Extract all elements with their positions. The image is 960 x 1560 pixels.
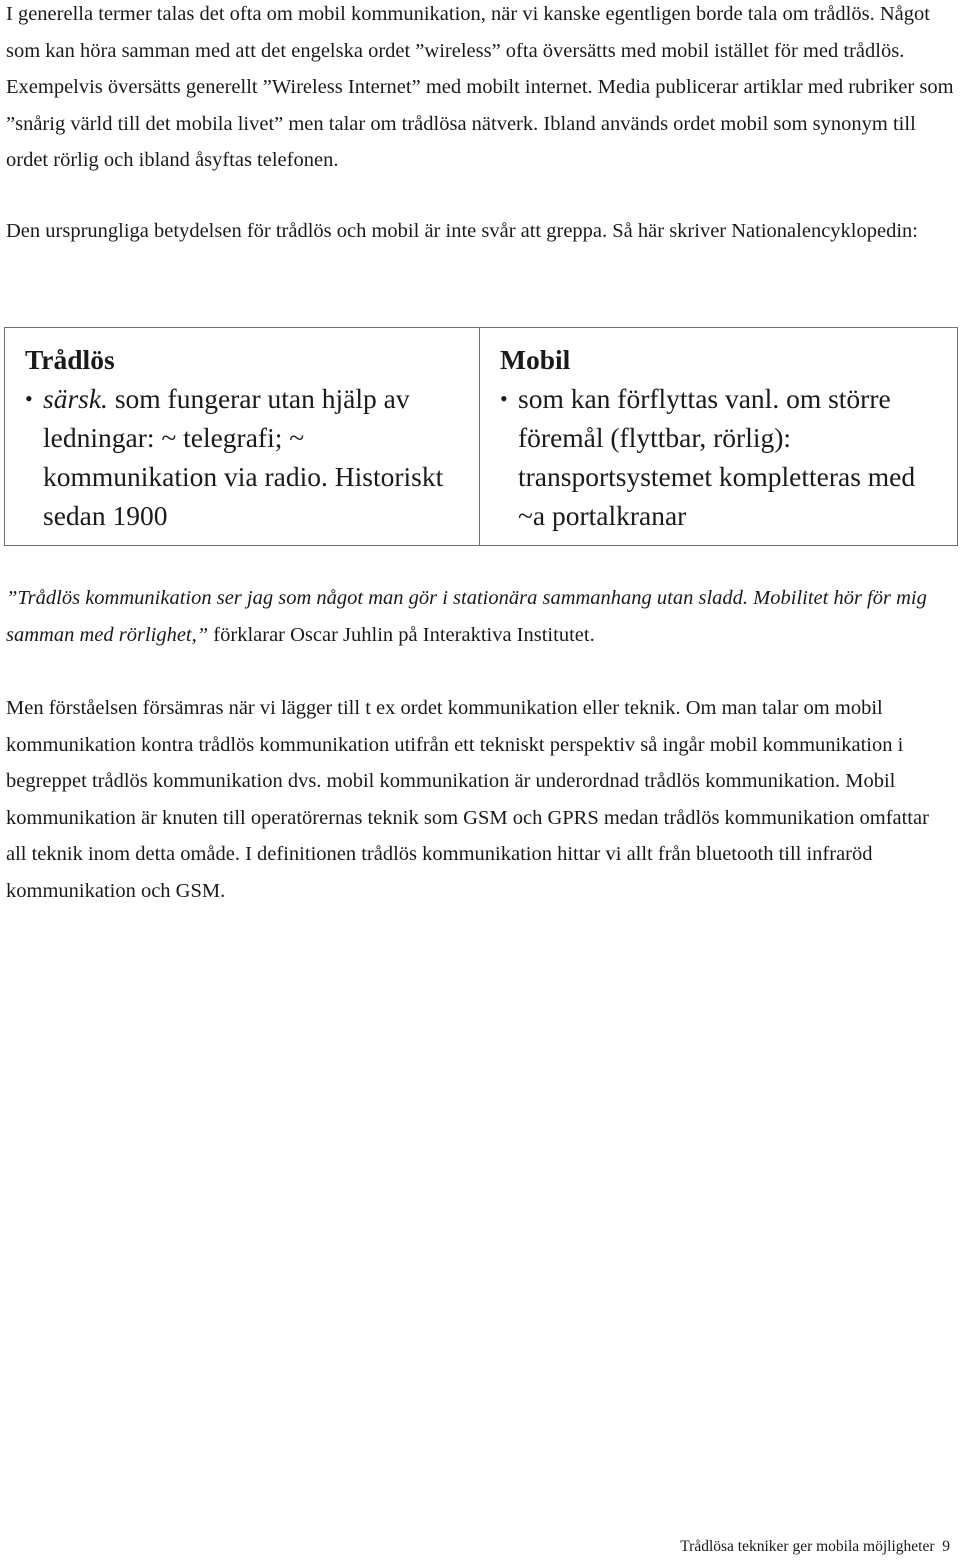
- definition-body-tradlos: [43, 379, 467, 535]
- page-number: 9: [942, 1538, 950, 1555]
- quote-attribution: förklarar Oscar Juhlin på Interaktiva Institutet.: [208, 623, 595, 646]
- definition-item-tradlos: [25, 379, 467, 535]
- definition-mobil: [480, 328, 957, 545]
- definition-tradlos: [5, 328, 480, 545]
- definition-text-tradlos: som fungerar utan hjälp av ledningar: ~ telegrafi; ~ kommunikation via radio. Historiskt sedan 1900: [43, 383, 444, 531]
- definition-heading-tradlos: Trådlös: [25, 344, 115, 375]
- definition-text-mobil: som kan förflyttas vanl. om större föremål (flyttbar, rörlig): transportsystemet kompletteras med ~a portalkranar: [518, 383, 916, 531]
- intro-paragraph: I generella termer talas det ofta om mobil kommunikation, när vi kanske egentligen borde tala om trådlös. Något som kan höra samman med att det engelska ordet ”wireless” ofta översätts med mobil istället för med trådlös. Exempelvis översätts generellt ”Wireless Internet” med mobilt internet. Media publicerar artiklar med rubriker som ”snårig värld till det mobila livet” men talar om trådlösa nätverk. Ibland används ordet mobil som synonym till ordet rörlig och ibland åsyftas telefonen.: [6, 3, 954, 172]
- bullet-icon: •: [500, 386, 508, 411]
- body-paragraph: Men förståelsen försämras när vi lägger till t ex ordet kommunikation eller teknik. Om man talar om mobil kommunikation kontra trådlös kommunikation utifrån ett tekniskt perspektiv så ingår mobil kommunikation i begreppet trådlös kommunikation dvs. mobil kommunikation är underordnad trådlös kommunikation. Mobil kommunikation är knuten till operatörernas teknik som GSM och GPRS medan trådlös kommunikation omfattar all teknik inom detta omåde. I definitionen trådlös kommunikation hittar vi allt från bluetooth till infraröd kommunikation och GSM.: [6, 697, 929, 902]
- page-footer: [680, 1537, 950, 1557]
- definition-heading-mobil: Mobil: [500, 344, 571, 375]
- footer-title: Trådlösa tekniker ger mobila möjligheter: [680, 1538, 935, 1555]
- quote-text: ”Trådlös kommunikation ser jag som något man gör i stationära sammanhang utan sladd. Mobilitet hör för mig samman med rörlighet,”: [6, 587, 927, 646]
- quote-paragraph: [6, 580, 954, 653]
- bullet-icon: •: [25, 386, 33, 411]
- definitions-table: [4, 327, 958, 546]
- definition-abbr: särsk.: [43, 383, 108, 414]
- definitions-intro-paragraph: Den ursprungliga betydelsen för trådlös och mobil är inte svår att greppa. Så här skriver Nationalencyklopedin:: [6, 220, 918, 242]
- definition-item-mobil: [500, 379, 945, 535]
